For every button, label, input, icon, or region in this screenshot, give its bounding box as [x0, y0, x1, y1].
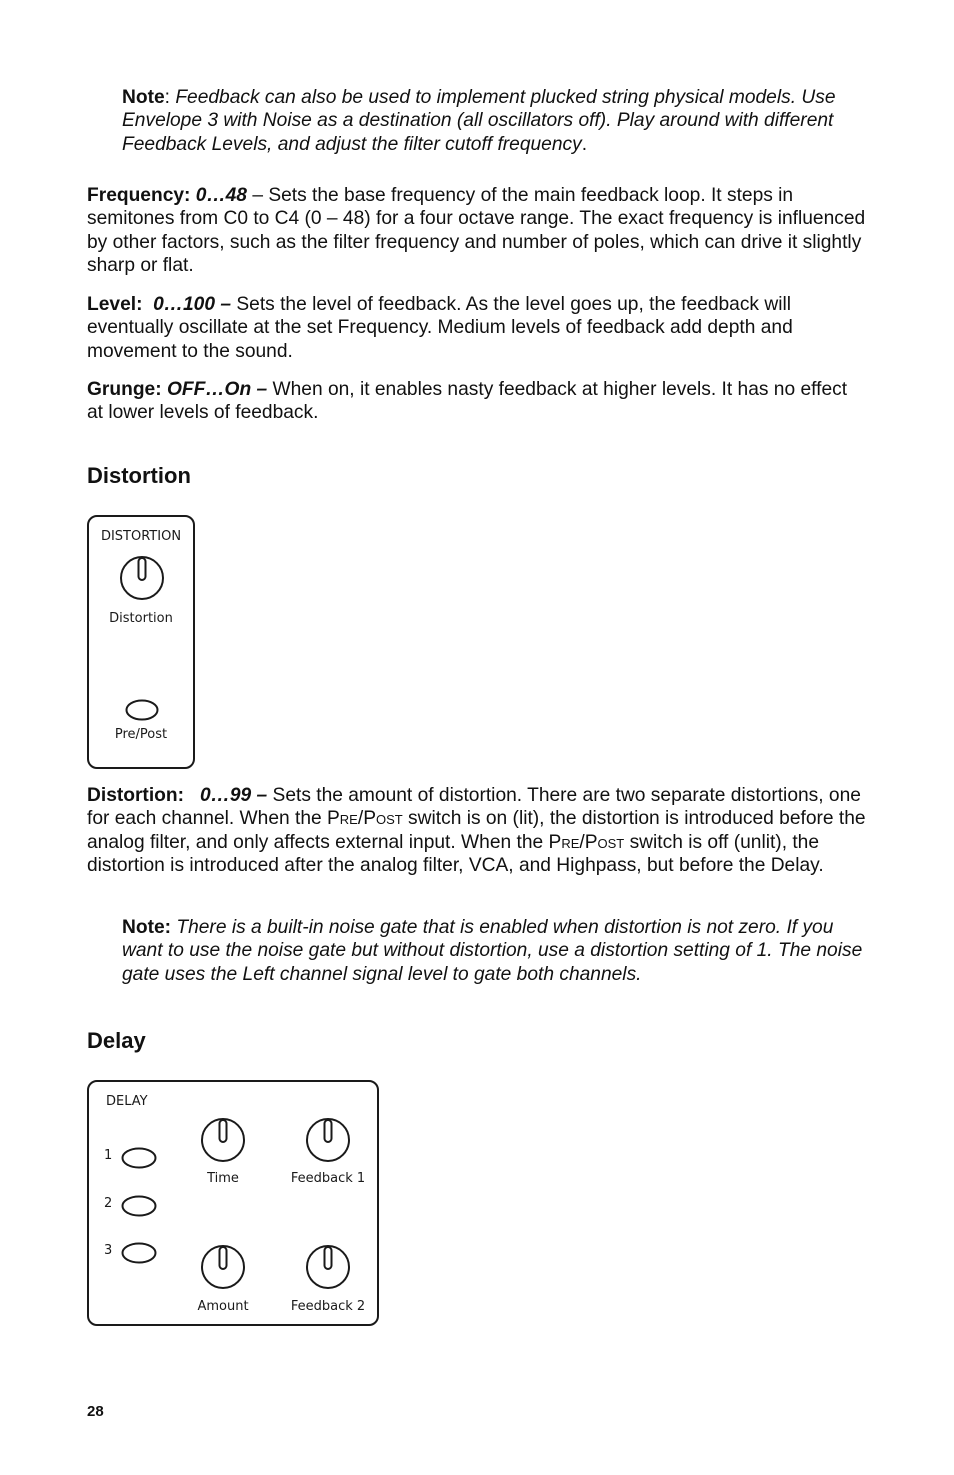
grunge-description	[87, 378, 867, 425]
time-knob-label: Time	[207, 1171, 239, 1186]
delay-3-button-icon[interactable]	[121, 1242, 157, 1264]
delay-1-button-icon[interactable]	[121, 1147, 157, 1169]
level-range: 0…100 –	[153, 294, 232, 315]
delay-panel-title: DELAY	[106, 1094, 148, 1109]
note-text: Feedback can also be used to implement plucked string physical models. Use Envelope 3 with Noise as a destination (all oscillators off). Play around with different Feedback Levels, and adjust the filter cutoff frequency	[122, 87, 836, 155]
pre-post-button-icon[interactable]	[125, 699, 159, 721]
level-label: Level:	[87, 294, 143, 315]
noise-gate-note	[122, 916, 867, 986]
distortion-range: 0…99 –	[200, 785, 268, 806]
distortion-description: Distortion: 0…99 – Sets the amount of distortion. There are two separate distortions, one for each channel. When the Pre/Post switch is on (lit), the distortion is introduced before the analog filter, and only affects external input. When the Pre/Post switch is off (unlit), the distortion is introduced after the analog filter, VCA, and Highpass, but before the Delay.	[87, 785, 866, 877]
note-label: Note	[122, 87, 165, 108]
page-number: 28	[87, 1403, 104, 1420]
level-text: Sets the level of feedback. As the level goes up, the feedback will eventually oscillate at the set Frequency. Medium levels of feedback add depth and movement to the sound.	[87, 294, 793, 362]
distortion-panel-title: DISTORTION	[100, 529, 182, 544]
grunge-text: When on, it enables nasty feedback at higher levels. It has no effect at lower levels of feedback.	[87, 379, 848, 424]
led-label-1: 1	[104, 1148, 113, 1163]
grunge-label: Grunge:	[87, 379, 162, 400]
frequency-label: Frequency:	[87, 185, 191, 206]
distortion-knob-icon[interactable]	[119, 555, 165, 601]
feedback-2-knob-icon[interactable]	[305, 1244, 351, 1290]
delay-panel	[87, 1080, 379, 1326]
feedback-2-knob-label: Feedback 2	[290, 1299, 366, 1314]
delay-2-button-icon[interactable]	[121, 1195, 157, 1217]
level-description	[87, 293, 867, 363]
feedback-1-knob-icon[interactable]	[305, 1117, 351, 1163]
time-knob-icon[interactable]	[200, 1117, 246, 1163]
note-label: Note:	[122, 917, 172, 938]
distortion-knob-label: Distortion	[109, 611, 173, 626]
amount-knob-label: Amount	[197, 1299, 249, 1314]
led-label-2: 2	[104, 1196, 113, 1211]
led-label-3: 3	[104, 1243, 113, 1258]
pre-post-term: Pre/Post	[548, 831, 625, 853]
feedback-note: Note: Feedback can also be used to implement plucked string physical models. Use Envelope 3 with Noise as a destination (all oscillators off). Play around with different Feedback Levels, and adjust the filter cutoff frequency.	[122, 87, 836, 155]
feedback-1-knob-label: Feedback 1	[290, 1171, 366, 1186]
pre-post-label: Pre/Post	[114, 727, 168, 742]
frequency-description	[87, 184, 867, 278]
distortion-heading: Distortion	[87, 463, 191, 488]
pre-post-term: Pre/Post	[327, 808, 403, 830]
amount-knob-icon[interactable]	[200, 1244, 246, 1290]
distortion-panel	[87, 515, 195, 769]
frequency-range: 0…48	[195, 185, 247, 206]
note-text: There is a built-in noise gate that is enabled when distortion is not zero. If you want to use the noise gate but without distortion, use a distortion setting of 1. The noise gate uses the Left channel signal level to gate both channels.	[122, 917, 863, 985]
grunge-range: OFF…On –	[166, 379, 268, 400]
frequency-text: – Sets the base frequency of the main feedback loop. It steps in semitones from C0 to C4 (0 – 48) for a four octave range. The exact frequency is influenced by other factors, such as the filter frequency and number of poles, which can drive it slightly sharp or flat.	[87, 185, 866, 277]
delay-heading: Delay	[87, 1028, 146, 1053]
distortion-label: Distortion:	[87, 785, 184, 806]
